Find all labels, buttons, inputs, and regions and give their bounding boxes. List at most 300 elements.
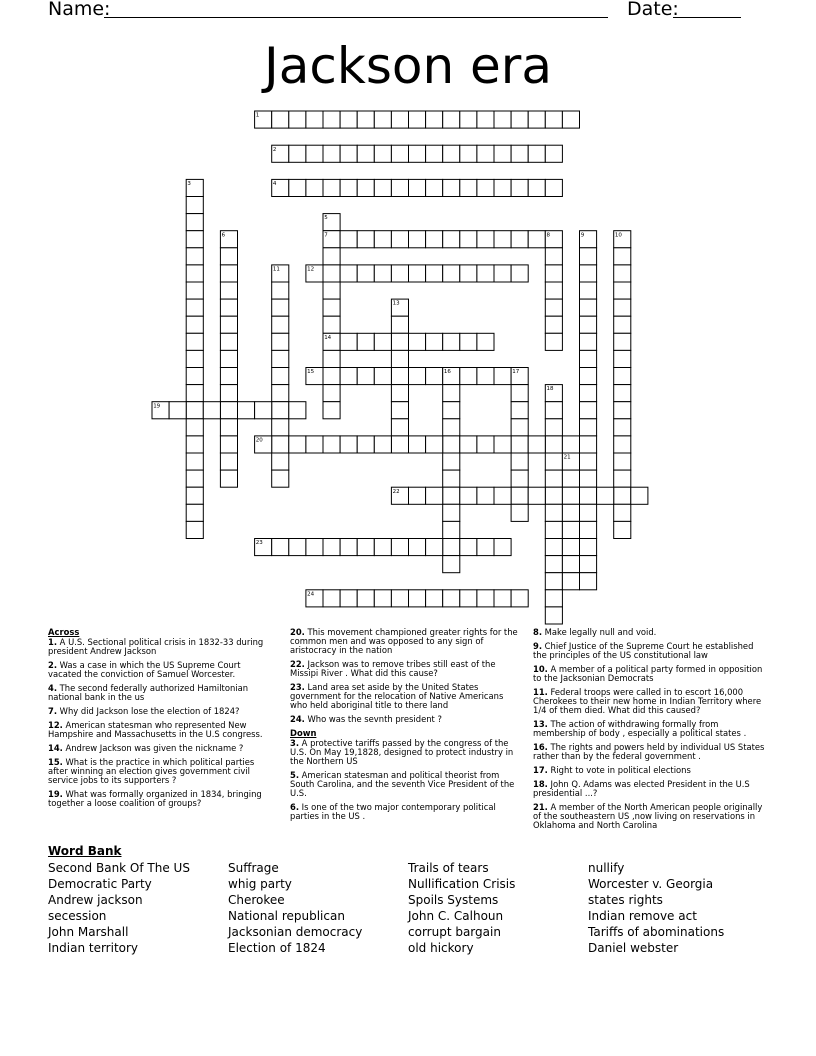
grid-cell[interactable] (272, 470, 289, 487)
grid-cell[interactable] (477, 265, 494, 282)
grid-cell[interactable] (580, 487, 597, 504)
grid-cell[interactable] (186, 197, 203, 214)
grid-cell[interactable] (443, 402, 460, 419)
grid-cell[interactable] (494, 145, 511, 162)
grid-cell[interactable] (614, 265, 631, 282)
grid-cell[interactable] (391, 385, 408, 402)
grid-cell[interactable] (323, 402, 340, 419)
grid-cell[interactable] (272, 299, 289, 316)
grid-cell[interactable] (340, 145, 357, 162)
grid-cell[interactable] (443, 145, 460, 162)
grid-cell[interactable] (323, 350, 340, 367)
grid-cell[interactable] (220, 385, 237, 402)
clue-text: Why did Jackson lose the election of 1824? (57, 706, 240, 716)
grid-cell[interactable] (186, 453, 203, 470)
grid-cell[interactable] (511, 487, 528, 504)
word-bank-item: whig party (228, 877, 292, 891)
grid-cell[interactable] (477, 436, 494, 453)
grid-cell[interactable] (477, 590, 494, 607)
grid-cell[interactable] (426, 179, 443, 196)
grid-cell[interactable] (272, 350, 289, 367)
grid-cell[interactable] (545, 265, 562, 282)
grid-cell[interactable] (562, 521, 579, 538)
grid-cell[interactable] (391, 145, 408, 162)
grid-cell[interactable] (409, 145, 426, 162)
word-bank-item: Andrew jackson (48, 893, 143, 907)
grid-cell[interactable] (374, 590, 391, 607)
grid-cell[interactable] (426, 590, 443, 607)
grid-cell[interactable] (614, 470, 631, 487)
grid-cell[interactable] (443, 231, 460, 248)
grid-cell[interactable] (580, 299, 597, 316)
grid-cell[interactable] (494, 539, 511, 556)
grid-cell[interactable] (443, 453, 460, 470)
grid-cell[interactable] (323, 436, 340, 453)
grid-cell[interactable] (323, 248, 340, 265)
grid-cell[interactable] (614, 316, 631, 333)
grid-cell[interactable] (426, 436, 443, 453)
grid-cell[interactable] (443, 265, 460, 282)
grid-cell[interactable] (545, 487, 562, 504)
grid-cell[interactable] (477, 487, 494, 504)
grid-cell[interactable] (443, 333, 460, 350)
grid-cell[interactable] (409, 231, 426, 248)
grid-cell[interactable] (340, 265, 357, 282)
grid-cell[interactable] (272, 539, 289, 556)
grid-cell[interactable] (511, 402, 528, 419)
grid-cell[interactable] (409, 368, 426, 385)
grid-cell[interactable] (443, 419, 460, 436)
grid-cell[interactable] (477, 179, 494, 196)
grid-cell[interactable] (545, 470, 562, 487)
grid-cell[interactable] (580, 573, 597, 590)
grid-cell[interactable] (460, 265, 477, 282)
grid-cell[interactable] (614, 299, 631, 316)
grid-cell[interactable] (562, 487, 579, 504)
grid-cell[interactable] (545, 504, 562, 521)
grid-cell[interactable] (545, 590, 562, 607)
grid-cell[interactable] (340, 231, 357, 248)
grid-cell[interactable] (545, 333, 562, 350)
grid-cell[interactable] (580, 333, 597, 350)
grid-cell[interactable] (391, 350, 408, 367)
grid-cell[interactable] (340, 590, 357, 607)
grid-cell[interactable] (220, 470, 237, 487)
clue-text: A U.S. Sectional political crisis in 1832-33 during president Andrew Jackson (48, 637, 264, 656)
grid-cell[interactable] (289, 402, 306, 419)
grid-cell[interactable] (409, 265, 426, 282)
grid-cell[interactable] (580, 539, 597, 556)
grid-cell[interactable] (186, 231, 203, 248)
grid-cell[interactable] (545, 402, 562, 419)
grid-cell[interactable] (409, 333, 426, 350)
grid-cell[interactable] (374, 436, 391, 453)
grid-cell[interactable] (580, 419, 597, 436)
grid-cell[interactable] (255, 402, 272, 419)
grid-cell[interactable] (272, 419, 289, 436)
grid-cell[interactable] (460, 487, 477, 504)
grid-cell[interactable] (272, 316, 289, 333)
grid-cell[interactable] (186, 299, 203, 316)
grid-cell[interactable] (580, 282, 597, 299)
grid-cell[interactable] (357, 231, 374, 248)
grid-cell[interactable] (511, 385, 528, 402)
grid-cell[interactable] (528, 111, 545, 128)
word-bank-title: Word Bank (48, 844, 122, 858)
grid-cell[interactable] (614, 453, 631, 470)
grid-cell[interactable] (545, 419, 562, 436)
grid-cell[interactable] (614, 385, 631, 402)
grid-cell[interactable] (186, 282, 203, 299)
grid-cell[interactable] (443, 487, 460, 504)
grid-cell[interactable] (631, 487, 648, 504)
grid-cell[interactable] (186, 350, 203, 367)
grid-cell[interactable] (511, 419, 528, 436)
grid-cell[interactable] (391, 368, 408, 385)
word-bank-item: Daniel webster (588, 941, 679, 955)
grid-cell[interactable] (494, 231, 511, 248)
grid-cell[interactable] (391, 333, 408, 350)
grid-cell[interactable] (443, 539, 460, 556)
grid-cell[interactable] (186, 402, 203, 419)
grid-cell[interactable] (323, 299, 340, 316)
grid-cell[interactable] (391, 436, 408, 453)
grid-cell[interactable] (562, 556, 579, 573)
grid-cell[interactable] (323, 385, 340, 402)
grid-cell[interactable] (272, 453, 289, 470)
grid-cell[interactable] (460, 436, 477, 453)
grid-cell[interactable] (357, 179, 374, 196)
grid-cell[interactable] (306, 111, 323, 128)
grid-cell[interactable] (580, 385, 597, 402)
grid-cell[interactable] (220, 282, 237, 299)
grid-cell[interactable] (460, 539, 477, 556)
grid-cell[interactable] (409, 539, 426, 556)
grid-cell[interactable] (580, 470, 597, 487)
grid-cell[interactable] (289, 436, 306, 453)
grid-cell[interactable] (220, 248, 237, 265)
grid-cell[interactable] (545, 521, 562, 538)
grid-cell[interactable] (374, 265, 391, 282)
grid-cell[interactable] (340, 179, 357, 196)
grid-cell[interactable] (545, 282, 562, 299)
grid-cell[interactable] (443, 470, 460, 487)
grid-cell[interactable] (186, 470, 203, 487)
grid-cell[interactable] (443, 504, 460, 521)
grid-cell[interactable] (580, 556, 597, 573)
grid-cell[interactable] (511, 145, 528, 162)
grid-cell[interactable] (426, 539, 443, 556)
grid-cell[interactable] (391, 179, 408, 196)
grid-cell[interactable] (374, 368, 391, 385)
grid-cell[interactable] (580, 521, 597, 538)
grid-cell[interactable] (614, 504, 631, 521)
grid-cell[interactable] (323, 282, 340, 299)
grid-cell[interactable] (357, 111, 374, 128)
grid-number: 7 (324, 232, 328, 239)
grid-cell[interactable] (562, 504, 579, 521)
name-label: Name: (48, 0, 111, 20)
grid-cell[interactable] (357, 539, 374, 556)
grid-cell[interactable] (409, 590, 426, 607)
grid-cell[interactable] (460, 333, 477, 350)
grid-cell[interactable] (426, 333, 443, 350)
grid-cell[interactable] (614, 419, 631, 436)
grid-cell[interactable] (340, 539, 357, 556)
grid-cell[interactable] (272, 385, 289, 402)
grid-cell[interactable] (186, 436, 203, 453)
grid-cell[interactable] (494, 590, 511, 607)
grid-cell[interactable] (580, 350, 597, 367)
grid-cell[interactable] (220, 419, 237, 436)
grid-cell[interactable] (409, 487, 426, 504)
grid-cell[interactable] (323, 590, 340, 607)
grid-cell[interactable] (494, 368, 511, 385)
grid-cell[interactable] (306, 145, 323, 162)
grid-cell[interactable] (220, 299, 237, 316)
grid-cell[interactable] (614, 333, 631, 350)
grid-cell[interactable] (323, 179, 340, 196)
grid-cell[interactable] (528, 487, 545, 504)
grid-cell[interactable] (426, 145, 443, 162)
grid-cell[interactable] (426, 111, 443, 128)
grid-cell[interactable] (614, 368, 631, 385)
grid-cell[interactable] (186, 248, 203, 265)
grid-cell[interactable] (169, 402, 186, 419)
grid-cell[interactable] (409, 111, 426, 128)
grid-cell[interactable] (511, 453, 528, 470)
grid-cell[interactable] (323, 368, 340, 385)
clue-item (533, 642, 768, 660)
grid-cell[interactable] (220, 265, 237, 282)
grid-cell[interactable] (272, 436, 289, 453)
grid-cell[interactable] (186, 316, 203, 333)
grid-cell[interactable] (443, 111, 460, 128)
grid-cell[interactable] (528, 145, 545, 162)
grid-cell[interactable] (494, 179, 511, 196)
grid-cell[interactable] (289, 111, 306, 128)
grid-cell[interactable] (562, 111, 579, 128)
grid-cell[interactable] (443, 556, 460, 573)
grid-cell[interactable] (391, 265, 408, 282)
grid-cell[interactable] (323, 539, 340, 556)
grid-cell[interactable] (220, 453, 237, 470)
grid-cell[interactable] (460, 111, 477, 128)
grid-cell[interactable] (272, 368, 289, 385)
grid-cell[interactable] (186, 385, 203, 402)
grid-cell[interactable] (203, 402, 220, 419)
grid-cell[interactable] (357, 145, 374, 162)
grid-cell[interactable] (511, 179, 528, 196)
grid-cell[interactable] (374, 111, 391, 128)
grid-cell[interactable] (220, 316, 237, 333)
grid-cell[interactable] (340, 436, 357, 453)
grid-cell[interactable] (186, 487, 203, 504)
grid-cell[interactable] (391, 419, 408, 436)
grid-cell[interactable] (220, 333, 237, 350)
grid-cell[interactable] (580, 436, 597, 453)
grid-cell[interactable] (443, 436, 460, 453)
grid-cell[interactable] (186, 521, 203, 538)
grid-cell[interactable] (528, 179, 545, 196)
grid-cell[interactable] (374, 333, 391, 350)
grid-cell[interactable] (220, 402, 237, 419)
grid-cell[interactable] (374, 145, 391, 162)
grid-cell[interactable] (580, 402, 597, 419)
grid-cell[interactable] (545, 145, 562, 162)
grid-cell[interactable] (494, 111, 511, 128)
grid-cell[interactable] (443, 179, 460, 196)
grid-cell[interactable] (340, 111, 357, 128)
grid-cell[interactable] (443, 385, 460, 402)
grid-cell[interactable] (545, 299, 562, 316)
grid-cell[interactable] (460, 368, 477, 385)
grid-cell[interactable] (220, 350, 237, 367)
grid-cell[interactable] (186, 504, 203, 521)
grid-cell[interactable] (511, 265, 528, 282)
grid-cell[interactable] (477, 539, 494, 556)
grid-cell[interactable] (614, 350, 631, 367)
clue-number: 12. (48, 720, 63, 730)
grid-cell[interactable] (511, 590, 528, 607)
grid-cell[interactable] (340, 368, 357, 385)
grid-cell[interactable] (357, 265, 374, 282)
grid-cell[interactable] (477, 368, 494, 385)
grid-cell[interactable] (614, 436, 631, 453)
grid-cell[interactable] (238, 402, 255, 419)
grid-cell[interactable] (614, 521, 631, 538)
grid-cell[interactable] (374, 179, 391, 196)
grid-cell[interactable] (409, 179, 426, 196)
grid-cell[interactable] (186, 265, 203, 282)
grid-cell[interactable] (580, 453, 597, 470)
grid-cell[interactable] (511, 470, 528, 487)
grid-cell[interactable] (562, 539, 579, 556)
grid-cell[interactable] (460, 179, 477, 196)
grid-cell[interactable] (323, 145, 340, 162)
grid-cell[interactable] (220, 368, 237, 385)
grid-cell[interactable] (340, 333, 357, 350)
grid-cell[interactable] (289, 179, 306, 196)
grid-cell[interactable] (494, 265, 511, 282)
grid-cell[interactable] (391, 539, 408, 556)
grid-cell[interactable] (614, 282, 631, 299)
word-bank-item: Democratic Party (48, 877, 152, 891)
grid-cell[interactable] (580, 368, 597, 385)
word-bank-item: Suffrage (228, 861, 279, 875)
grid-cell[interactable] (357, 436, 374, 453)
grid-cell[interactable] (186, 333, 203, 350)
grid-cell[interactable] (528, 436, 545, 453)
grid-cell[interactable] (426, 368, 443, 385)
grid-cell[interactable] (323, 265, 340, 282)
grid-cell[interactable] (477, 111, 494, 128)
grid-number: 8 (546, 232, 550, 239)
grid-cell[interactable] (374, 539, 391, 556)
grid-cell[interactable] (186, 214, 203, 231)
grid-cell[interactable] (614, 248, 631, 265)
grid-cell[interactable] (323, 316, 340, 333)
grid-cell[interactable] (409, 436, 426, 453)
grid-cell[interactable] (580, 504, 597, 521)
grid-cell[interactable] (528, 231, 545, 248)
grid-cell[interactable] (186, 419, 203, 436)
grid-cell[interactable] (391, 231, 408, 248)
grid-cell[interactable] (460, 590, 477, 607)
grid-cell[interactable] (562, 436, 579, 453)
grid-cell[interactable] (443, 590, 460, 607)
grid-cell[interactable] (306, 539, 323, 556)
grid-cell[interactable] (545, 607, 562, 624)
grid-cell[interactable] (357, 368, 374, 385)
grid-cell[interactable] (597, 487, 614, 504)
grid-cell[interactable] (494, 487, 511, 504)
grid-cell[interactable] (306, 179, 323, 196)
grid-cell[interactable] (220, 436, 237, 453)
grid-cell[interactable] (562, 470, 579, 487)
grid-cell[interactable] (374, 231, 391, 248)
grid-cell[interactable] (511, 504, 528, 521)
grid-cell[interactable] (186, 368, 203, 385)
grid-cell[interactable] (614, 402, 631, 419)
grid-cell[interactable] (545, 248, 562, 265)
grid-cell[interactable] (477, 145, 494, 162)
grid-cell[interactable] (545, 539, 562, 556)
grid-cell[interactable] (545, 556, 562, 573)
grid-cell[interactable] (562, 573, 579, 590)
grid-cell[interactable] (289, 539, 306, 556)
grid-cell[interactable] (545, 179, 562, 196)
down-heading: Down (290, 728, 317, 738)
grid-cell[interactable] (272, 111, 289, 128)
grid-cell[interactable] (614, 487, 631, 504)
grid-cell[interactable] (494, 436, 511, 453)
grid-cell[interactable] (289, 145, 306, 162)
grid-cell[interactable] (426, 231, 443, 248)
grid-cell[interactable] (357, 333, 374, 350)
grid-cell[interactable] (545, 436, 562, 453)
grid-cell[interactable] (460, 231, 477, 248)
grid-cell[interactable] (477, 333, 494, 350)
grid-cell[interactable] (391, 402, 408, 419)
grid-cell[interactable] (511, 231, 528, 248)
grid-cell[interactable] (511, 436, 528, 453)
grid-cell[interactable] (272, 402, 289, 419)
grid-cell[interactable] (545, 573, 562, 590)
grid-cell[interactable] (545, 316, 562, 333)
grid-cell[interactable] (272, 333, 289, 350)
grid-cell[interactable] (580, 248, 597, 265)
grid-cell[interactable] (272, 282, 289, 299)
grid-cell[interactable] (580, 265, 597, 282)
grid-cell[interactable] (545, 111, 562, 128)
grid-cell[interactable] (426, 487, 443, 504)
grid-cell[interactable] (511, 111, 528, 128)
grid-number: 6 (221, 232, 226, 239)
grid-cell[interactable] (477, 231, 494, 248)
grid-cell[interactable] (443, 521, 460, 538)
grid-cell[interactable] (306, 436, 323, 453)
grid-cell[interactable] (545, 453, 562, 470)
grid-cell[interactable] (460, 145, 477, 162)
grid-cell[interactable] (426, 265, 443, 282)
grid-cell[interactable] (391, 316, 408, 333)
grid-cell[interactable] (391, 111, 408, 128)
grid-cell[interactable] (323, 111, 340, 128)
grid-cell[interactable] (580, 316, 597, 333)
grid-cell[interactable] (391, 590, 408, 607)
grid-cell[interactable] (357, 590, 374, 607)
